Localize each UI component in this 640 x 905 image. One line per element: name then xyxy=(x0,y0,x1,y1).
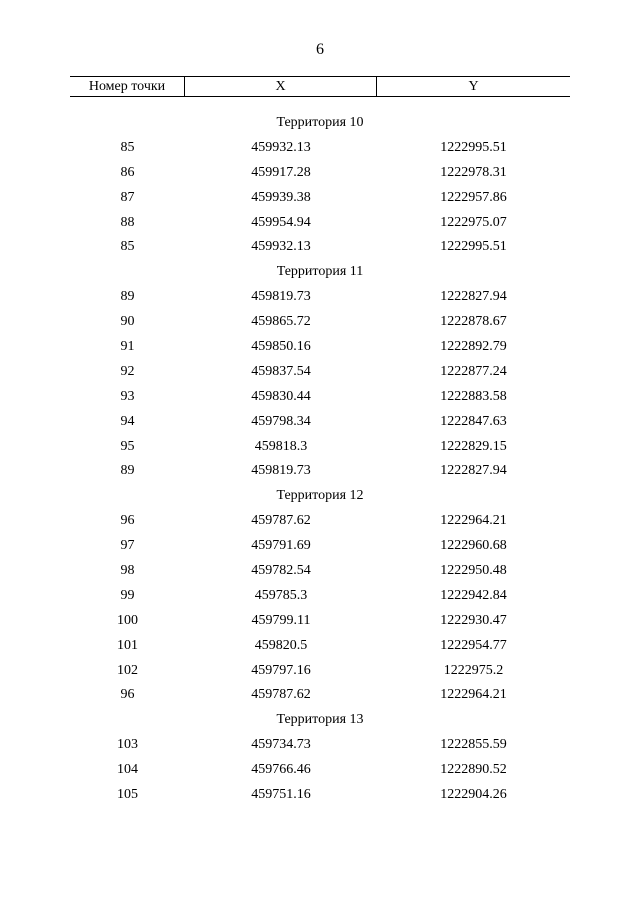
table-row xyxy=(70,683,570,708)
y-coordinate-cell: 1222904.26 xyxy=(440,787,507,803)
y-coordinate-cell: 1222827.94 xyxy=(440,289,507,305)
section-title: Территория 11 xyxy=(276,264,364,280)
point-number-cell: 91 xyxy=(120,339,135,355)
table-row xyxy=(70,211,570,236)
y-coordinate-cell: 1222883.58 xyxy=(440,388,507,404)
x-coordinate-cell: 459820.5 xyxy=(254,637,308,653)
point-number-cell: 89 xyxy=(120,463,135,479)
x-coordinate-cell: 459932.13 xyxy=(251,139,311,155)
x-coordinate-cell: 459798.34 xyxy=(251,413,311,429)
y-coordinate-cell: 1222892.79 xyxy=(440,339,507,355)
page-number: 6 xyxy=(316,41,324,58)
x-coordinate-cell: 459865.72 xyxy=(251,314,311,330)
table-row xyxy=(70,136,570,161)
y-coordinate-cell: 1222890.52 xyxy=(440,762,507,778)
table-body xyxy=(70,97,570,808)
y-coordinate-cell: 1222978.31 xyxy=(440,164,507,180)
x-coordinate-cell: 459818.3 xyxy=(254,438,308,454)
table-row xyxy=(70,509,570,534)
x-coordinate-cell: 459917.28 xyxy=(251,164,311,180)
table-row xyxy=(70,385,570,410)
point-number-cell: 88 xyxy=(120,214,135,230)
x-coordinate-cell: 459799.11 xyxy=(251,612,311,628)
table-row xyxy=(70,559,570,584)
y-coordinate-cell: 1222995.51 xyxy=(440,139,507,155)
y-coordinate-cell: 1222942.84 xyxy=(440,587,507,603)
point-number-cell: 102 xyxy=(117,662,138,678)
x-coordinate-cell: 459954.94 xyxy=(251,214,311,230)
point-number-cell: 105 xyxy=(117,787,138,803)
point-number-cell: 101 xyxy=(117,637,138,653)
x-coordinate-cell: 459782.54 xyxy=(251,563,311,579)
section-title: Территория 13 xyxy=(276,712,364,728)
table-row xyxy=(70,584,570,609)
x-coordinate-cell: 459939.38 xyxy=(251,189,311,205)
table-row xyxy=(70,609,570,634)
point-number-cell: 96 xyxy=(120,513,135,529)
y-coordinate-cell: 1222964.21 xyxy=(440,513,507,529)
table-row xyxy=(70,161,570,186)
x-coordinate-cell: 459787.62 xyxy=(251,687,311,703)
table-row xyxy=(70,659,570,684)
table-row xyxy=(70,783,570,808)
table-row xyxy=(70,534,570,559)
y-coordinate-cell: 1222954.77 xyxy=(440,637,507,653)
x-coordinate-cell: 459797.16 xyxy=(251,662,311,678)
y-coordinate-cell: 1222975.07 xyxy=(440,214,507,230)
y-coordinate-cell: 1222930.47 xyxy=(440,612,507,628)
table-row xyxy=(70,186,570,211)
point-number-cell: 93 xyxy=(120,388,135,404)
y-coordinate-cell: 1222964.21 xyxy=(440,687,507,703)
point-number-cell: 99 xyxy=(120,587,135,603)
table-row xyxy=(70,235,570,260)
point-number-cell: 92 xyxy=(120,363,135,379)
x-coordinate-cell: 459837.54 xyxy=(251,363,311,379)
table-header xyxy=(70,76,570,97)
table-row xyxy=(70,360,570,385)
point-number-cell: 98 xyxy=(120,563,135,579)
table-row xyxy=(70,733,570,758)
table-row xyxy=(70,285,570,310)
point-number-cell: 86 xyxy=(120,164,135,180)
y-coordinate-cell: 1222975.2 xyxy=(443,662,504,678)
y-coordinate-cell: 1222960.68 xyxy=(440,538,507,554)
section-title: Территория 12 xyxy=(276,488,364,504)
header-y: Y xyxy=(468,79,479,94)
y-coordinate-cell: 1222877.24 xyxy=(440,363,507,379)
table-row xyxy=(70,758,570,783)
point-number-cell: 103 xyxy=(117,737,138,753)
point-number-cell: 97 xyxy=(120,538,135,554)
table-row xyxy=(70,435,570,460)
point-number-cell: 85 xyxy=(120,139,135,155)
table-row xyxy=(70,310,570,335)
y-coordinate-cell: 1222829.15 xyxy=(440,438,507,454)
point-number-cell: 100 xyxy=(117,612,138,628)
x-coordinate-cell: 459819.73 xyxy=(251,289,311,305)
point-number-cell: 87 xyxy=(120,189,135,205)
x-coordinate-cell: 459819.73 xyxy=(251,463,311,479)
y-coordinate-cell: 1222847.63 xyxy=(440,413,507,429)
table-row xyxy=(70,335,570,360)
point-number-cell: 96 xyxy=(120,687,135,703)
header-point-number: Номер точки xyxy=(70,77,185,96)
y-coordinate-cell: 1222957.86 xyxy=(440,189,507,205)
x-coordinate-cell: 459830.44 xyxy=(251,388,311,404)
point-number-cell: 95 xyxy=(120,438,135,454)
y-coordinate-cell: 1222827.94 xyxy=(440,463,507,479)
x-coordinate-cell: 459850.16 xyxy=(251,339,311,355)
y-coordinate-cell: 1222855.59 xyxy=(440,737,507,753)
point-number-cell: 90 xyxy=(120,314,135,330)
x-coordinate-cell: 459766.46 xyxy=(251,762,311,778)
table-row xyxy=(70,634,570,659)
coordinates-table xyxy=(70,76,570,808)
point-number-cell: 104 xyxy=(117,762,138,778)
x-coordinate-cell: 459785.3 xyxy=(254,587,308,603)
y-coordinate-cell: 1222950.48 xyxy=(440,563,507,579)
x-coordinate-cell: 459791.69 xyxy=(251,538,311,554)
y-coordinate-cell: 1222995.51 xyxy=(440,239,507,255)
y-coordinate-cell: 1222878.67 xyxy=(440,314,507,330)
section-title: Территория 10 xyxy=(276,115,364,130)
x-coordinate-cell: 459932.13 xyxy=(251,239,311,255)
table-row xyxy=(70,459,570,484)
table-row xyxy=(70,410,570,435)
x-coordinate-cell: 459751.16 xyxy=(251,787,311,803)
header-x: X xyxy=(185,77,377,96)
point-number-cell: 85 xyxy=(120,239,135,255)
x-coordinate-cell: 459734.73 xyxy=(251,737,311,753)
x-coordinate-cell: 459787.62 xyxy=(251,513,311,529)
point-number-cell: 94 xyxy=(120,413,135,429)
point-number-cell: 89 xyxy=(120,289,135,305)
